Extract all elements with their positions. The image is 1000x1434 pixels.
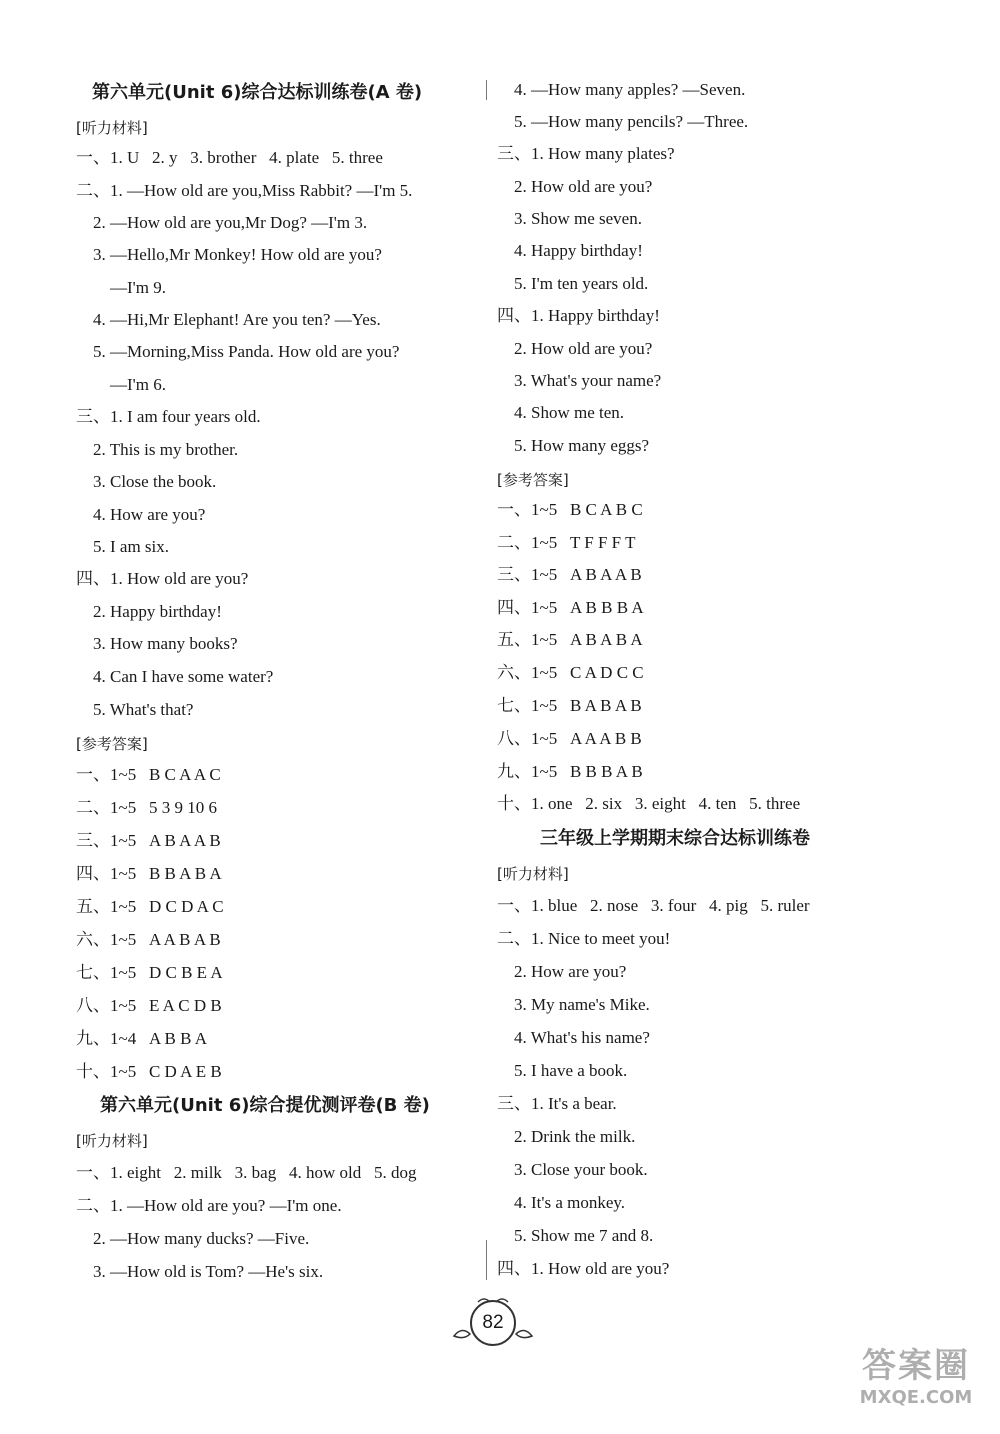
- text-line: 2. —How many ducks? —Five.: [76, 1229, 310, 1248]
- text-line: 四、1. How old are you?: [497, 1259, 670, 1278]
- text-line: 3. Close the book.: [76, 472, 217, 491]
- title-final-exam: 三年级上学期期末综合达标训练卷: [540, 828, 810, 849]
- text-line: 三、1. It's a bear.: [497, 1094, 617, 1113]
- answer-line: 四、1~5 A B B B A: [497, 598, 644, 617]
- text-line: 三、1. How many plates?: [497, 144, 675, 163]
- text-line: 2. How old are you?: [497, 339, 653, 358]
- section-heading: [参考答案]: [497, 471, 569, 489]
- text-line: 5. I'm ten years old.: [497, 274, 649, 293]
- text-line: 4. It's a monkey.: [497, 1193, 626, 1212]
- text-line: 2. This is my brother.: [76, 440, 239, 459]
- text-line: 2. —How old are you,Mr Dog? —I'm 3.: [76, 213, 368, 232]
- answer-line: 七、1~5 D C B E A: [76, 963, 223, 982]
- answer-line: 一、1~5 B C A A C: [76, 765, 221, 784]
- text-line: 3. How many books?: [76, 634, 238, 653]
- answer-line: 五、1~5 D C D A C: [76, 897, 224, 916]
- text-line: 2. Drink the milk.: [497, 1127, 636, 1146]
- answer-line: 三、1~5 A B A A B: [497, 565, 642, 584]
- text-line: 2. Happy birthday!: [76, 602, 222, 621]
- text-line: 3. My name's Mike.: [497, 995, 650, 1014]
- answer-line: 十、1. one 2. six 3. eight 4. ten 5. three: [497, 794, 801, 813]
- text-line: 二、1. Nice to meet you!: [497, 929, 671, 948]
- watermark-logo: [846, 1338, 986, 1424]
- answer-line: 六、1~5 C A D C C: [497, 663, 644, 682]
- title-unit6-b: 第六单元(Unit 6)综合提优测评卷(B 卷): [100, 1095, 430, 1116]
- watermark-url: MXQE.COM: [859, 1387, 973, 1408]
- text-line: 3. —How old is Tom? —He's six.: [76, 1262, 324, 1281]
- text-line: 四、1. How old are you?: [76, 569, 249, 588]
- text-line: 3. —Hello,Mr Monkey! How old are you?: [76, 245, 382, 264]
- text-line: 二、1. —How old are you,Miss Rabbit? —I'm 5.: [76, 181, 413, 200]
- text-line: 5. —Morning,Miss Panda. How old are you?: [76, 342, 400, 361]
- text-line: 一、1. U 2. y 3. brother 4. plate 5. three: [76, 148, 383, 167]
- section-heading: [参考答案]: [76, 735, 148, 753]
- text-line: 一、1. blue 2. nose 3. four 4. pig 5. ruler: [497, 896, 810, 915]
- text-line: 3. What's your name?: [497, 371, 662, 390]
- answer-line: 十、1~5 C D A E B: [76, 1062, 222, 1081]
- text-line: 5. I am six.: [76, 537, 170, 556]
- answer-line: 二、1~5 5 3 9 10 6: [76, 798, 217, 817]
- answer-line: 三、1~5 A B A A B: [76, 831, 221, 850]
- text-line: 4. What's his name?: [497, 1028, 650, 1047]
- text-line: 5. How many eggs?: [497, 436, 650, 455]
- section-heading: [听力材料]: [497, 865, 569, 883]
- text-line: 5. —How many pencils? —Three.: [497, 112, 749, 131]
- answer-line: 八、1~5 A A A B B: [497, 729, 642, 748]
- text-line: 4. —Hi,Mr Elephant! Are you ten? —Yes.: [76, 310, 381, 329]
- text-line: 3. Close your book.: [497, 1160, 648, 1179]
- text-line: 3. Show me seven.: [497, 209, 642, 228]
- title-unit6-a: 第六单元(Unit 6)综合达标训练卷(A 卷): [92, 82, 423, 103]
- text-line: 4. Can I have some water?: [76, 667, 274, 686]
- answer-line: 八、1~5 E A C D B: [76, 996, 222, 1015]
- answer-line: 九、1~5 B B B A B: [497, 762, 643, 781]
- text-line: 4. How are you?: [76, 505, 206, 524]
- answer-line: 九、1~4 A B B A: [76, 1029, 208, 1048]
- watermark-text: 答案圈: [862, 1346, 970, 1386]
- text-line: 二、1. —How old are you? —I'm one.: [76, 1196, 342, 1215]
- text-line: 2. How old are you?: [497, 177, 653, 196]
- column-divider-bottom: [486, 1240, 487, 1280]
- text-line: 5. What's that?: [76, 700, 194, 719]
- answer-line: 一、1~5 B C A B C: [497, 500, 643, 519]
- text-line: 4. Show me ten.: [497, 403, 625, 422]
- answer-line: 六、1~5 A A B A B: [76, 930, 221, 949]
- answer-line: 四、1~5 B B A B A: [76, 864, 222, 883]
- text-line: 5. Show me 7 and 8.: [497, 1226, 654, 1245]
- answer-line: 七、1~5 B A B A B: [497, 696, 642, 715]
- text-line: 三、1. I am four years old.: [76, 407, 261, 426]
- section-heading: [听力材料]: [76, 1132, 148, 1150]
- text-line: 四、1. Happy birthday!: [497, 306, 660, 325]
- text-line: —I'm 6.: [76, 375, 166, 394]
- text-line: —I'm 9.: [76, 278, 166, 297]
- answer-line: 五、1~5 A B A B A: [497, 630, 643, 649]
- column-divider-top: [486, 80, 487, 100]
- page-number: 82: [470, 1300, 516, 1346]
- section-heading: [听力材料]: [76, 119, 148, 137]
- answer-line: 二、1~5 T F F F T: [497, 533, 636, 552]
- text-line: 4. Happy birthday!: [497, 241, 643, 260]
- text-line: 5. I have a book.: [497, 1061, 628, 1080]
- text-line: 2. How are you?: [497, 962, 627, 981]
- text-line: 4. —How many apples? —Seven.: [497, 80, 746, 99]
- text-line: 一、1. eight 2. milk 3. bag 4. how old 5. dog: [76, 1163, 417, 1182]
